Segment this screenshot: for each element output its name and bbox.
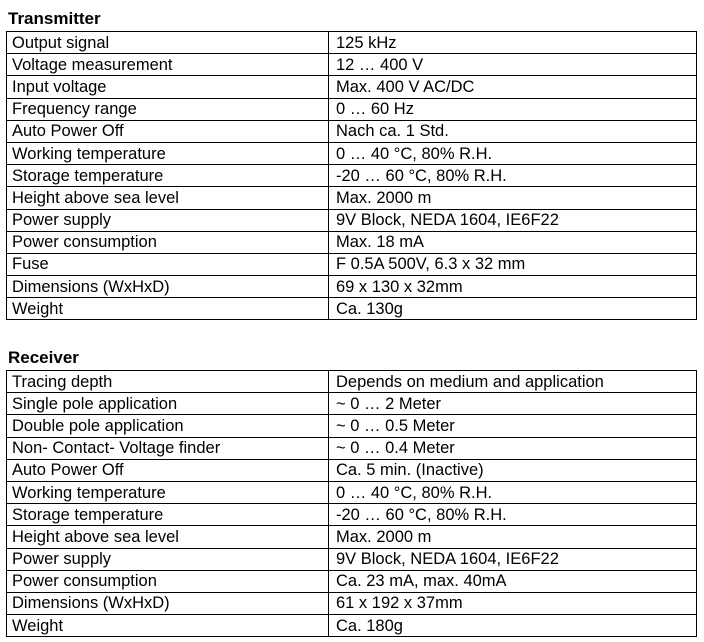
- table-row: [7, 187, 697, 209]
- spec-label: Double pole application: [7, 415, 329, 437]
- spec-label: Working temperature: [7, 481, 329, 503]
- receiver-spec-table: [6, 370, 697, 637]
- spec-label: Voltage measurement: [7, 54, 329, 76]
- spec-label: Tracing depth: [7, 371, 329, 393]
- table-row: [7, 209, 697, 231]
- spec-value: -20 … 60 °C, 80% R.H.: [329, 165, 697, 187]
- receiver-heading: Receiver: [8, 348, 79, 367]
- table-row: [7, 253, 697, 275]
- spec-label: Output signal: [7, 32, 329, 54]
- spec-label: Height above sea level: [7, 187, 329, 209]
- table-row: [7, 481, 697, 503]
- table-row: [7, 120, 697, 142]
- spec-value: Max. 2000 m: [329, 526, 697, 548]
- table-row: [7, 393, 697, 415]
- spec-value: ~ 0 … 2 Meter: [329, 393, 697, 415]
- spec-value: 12 … 400 V: [329, 54, 697, 76]
- spec-label: Weight: [7, 298, 329, 320]
- table-row: [7, 615, 697, 637]
- transmitter-heading: Transmitter: [8, 9, 101, 28]
- table-row: [7, 32, 697, 54]
- spec-value: Max. 400 V AC/DC: [329, 76, 697, 98]
- transmitter-spec-table: [6, 31, 697, 320]
- spec-value: 9V Block, NEDA 1604, IE6F22: [329, 209, 697, 231]
- spec-label: Storage temperature: [7, 504, 329, 526]
- spec-label: Dimensions (WxHxD): [7, 276, 329, 298]
- table-row: [7, 276, 697, 298]
- spec-label: Single pole application: [7, 393, 329, 415]
- receiver-section: [6, 347, 696, 637]
- table-row: [7, 298, 697, 320]
- spec-value: 61 x 192 x 37mm: [329, 592, 697, 614]
- spec-value: Ca. 23 mA, max. 40mA: [329, 570, 697, 592]
- spec-value: 9V Block, NEDA 1604, IE6F22: [329, 548, 697, 570]
- table-row: [7, 142, 697, 164]
- spec-value: F 0.5A 500V, 6.3 x 32 mm: [329, 253, 697, 275]
- spec-value: -20 … 60 °C, 80% R.H.: [329, 504, 697, 526]
- spec-label: Power consumption: [7, 231, 329, 253]
- spec-value: Max. 2000 m: [329, 187, 697, 209]
- spec-value: 0 … 40 °C, 80% R.H.: [329, 142, 697, 164]
- spec-label: Frequency range: [7, 98, 329, 120]
- spec-label: Auto Power Off: [7, 459, 329, 481]
- spec-value: Ca. 5 min. (Inactive): [329, 459, 697, 481]
- table-row: [7, 504, 697, 526]
- spec-value: ~ 0 … 0.4 Meter: [329, 437, 697, 459]
- spec-value: 0 … 60 Hz: [329, 98, 697, 120]
- spec-label: Height above sea level: [7, 526, 329, 548]
- spec-value: Ca. 180g: [329, 615, 697, 637]
- table-row: [7, 231, 697, 253]
- transmitter-section: [6, 8, 696, 320]
- spec-label: Power supply: [7, 209, 329, 231]
- table-row: [7, 592, 697, 614]
- spec-label: Working temperature: [7, 142, 329, 164]
- spec-label: Input voltage: [7, 76, 329, 98]
- spec-label: Fuse: [7, 253, 329, 275]
- table-row: [7, 570, 697, 592]
- table-row: [7, 165, 697, 187]
- spec-value: Max. 18 mA: [329, 231, 697, 253]
- spec-label: Storage temperature: [7, 165, 329, 187]
- spec-label: Dimensions (WxHxD): [7, 592, 329, 614]
- spec-value: 0 … 40 °C, 80% R.H.: [329, 481, 697, 503]
- spec-label: Weight: [7, 615, 329, 637]
- spec-value: 69 x 130 x 32mm: [329, 276, 697, 298]
- table-row: [7, 415, 697, 437]
- spec-label: Non- Contact- Voltage finder: [7, 437, 329, 459]
- spec-value: ~ 0 … 0.5 Meter: [329, 415, 697, 437]
- table-row: [7, 437, 697, 459]
- spec-label: Power supply: [7, 548, 329, 570]
- table-row: [7, 526, 697, 548]
- table-row: [7, 54, 697, 76]
- table-row: [7, 76, 697, 98]
- spec-label: Auto Power Off: [7, 120, 329, 142]
- spec-value: 125 kHz: [329, 32, 697, 54]
- spec-value: Nach ca. 1 Std.: [329, 120, 697, 142]
- spec-value: Ca. 130g: [329, 298, 697, 320]
- spec-label: Power consumption: [7, 570, 329, 592]
- table-row: [7, 459, 697, 481]
- table-row: [7, 548, 697, 570]
- spec-value: Depends on medium and application: [329, 371, 697, 393]
- table-row: [7, 371, 697, 393]
- table-row: [7, 98, 697, 120]
